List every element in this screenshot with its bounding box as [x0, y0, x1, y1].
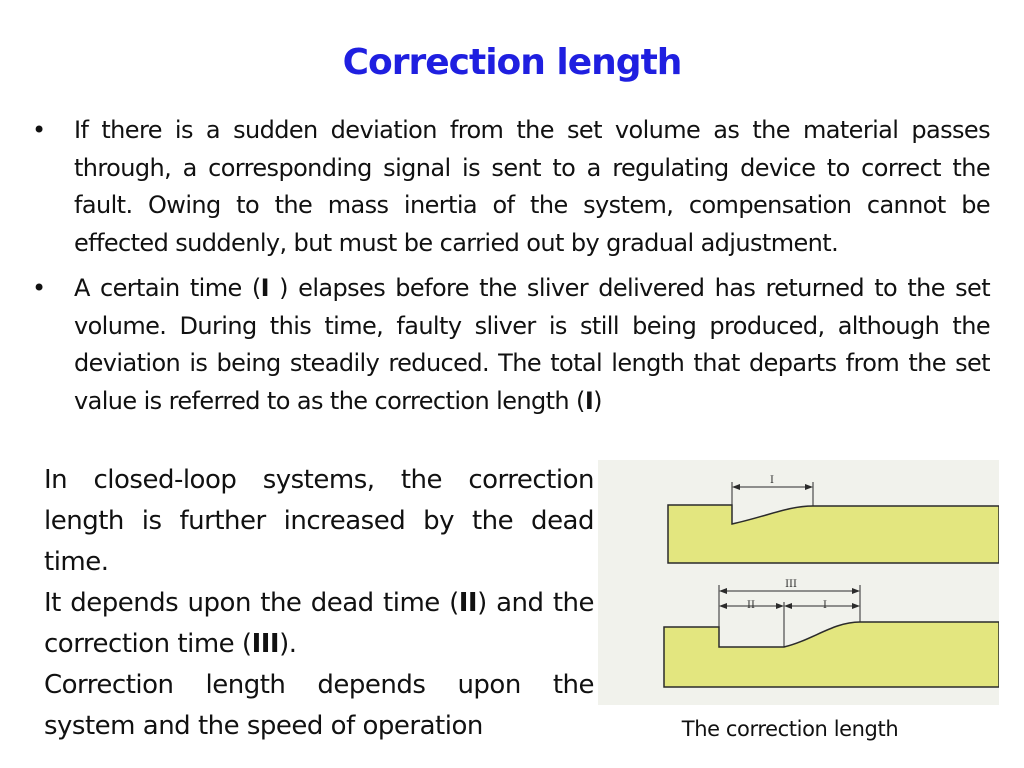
- dim-arrow: [719, 603, 727, 609]
- bullet-item-2: [30, 270, 990, 420]
- bottom-dead-label: II: [747, 600, 755, 611]
- bottom-sliver-profile: [664, 622, 999, 687]
- dead-time-paragraph: It depends upon the dead time (II) and the correction time (III).: [44, 588, 594, 659]
- top-dim-arrow-right: [805, 484, 813, 490]
- page-title: Correction length: [342, 42, 682, 83]
- dim-arrow: [776, 603, 784, 609]
- bold-roman-three: III: [251, 629, 280, 659]
- top-dim-label: I: [770, 475, 774, 486]
- correction-length-diagram: [598, 460, 999, 705]
- bullet-list: [30, 112, 990, 428]
- closed-loop-text: [44, 460, 594, 747]
- figure-caption: The correction length: [681, 717, 899, 741]
- speed-paragraph: Correction length depends upon the system and the speed of operation: [44, 670, 594, 741]
- closed-loop-paragraph: In closed-loop systems, the correction length is further increased by the dead time.: [44, 465, 594, 577]
- bold-roman-one: I: [260, 274, 269, 302]
- bold-roman-one: I: [584, 386, 594, 415]
- dim-arrow: [852, 603, 860, 609]
- top-sliver-profile: [668, 505, 999, 563]
- bullet-text-2: A certain time (I ) elapses before the sliver delivered has returned to the set volume. During this time, faulty sliver is still being produced, although the deviation is being steadily reduced. The total length that departs from the set value is referred to as the correction length (I): [74, 274, 991, 415]
- bullet-icon: •: [32, 274, 46, 302]
- bullet-text-1: If there is a sudden deviation from the set volume as the material passes through, a corresponding signal is sent to a regulating device to correct the fault. Owing to the mass inertia of the system, compensation cannot be effected suddenly, but must be carried out by gradual adjustment.: [74, 116, 990, 257]
- bullet-icon: •: [32, 116, 46, 144]
- dim-arrow: [784, 603, 792, 609]
- bottom-total-label: III: [785, 579, 797, 590]
- dim-arrow: [852, 588, 860, 594]
- bottom-corr-label: I: [823, 600, 827, 611]
- bullet-item-1: [30, 112, 990, 262]
- dim-arrow: [719, 588, 727, 594]
- bold-roman-two: II: [458, 588, 478, 618]
- top-dim-arrow-left: [732, 484, 740, 490]
- diagram-svg: [598, 460, 999, 705]
